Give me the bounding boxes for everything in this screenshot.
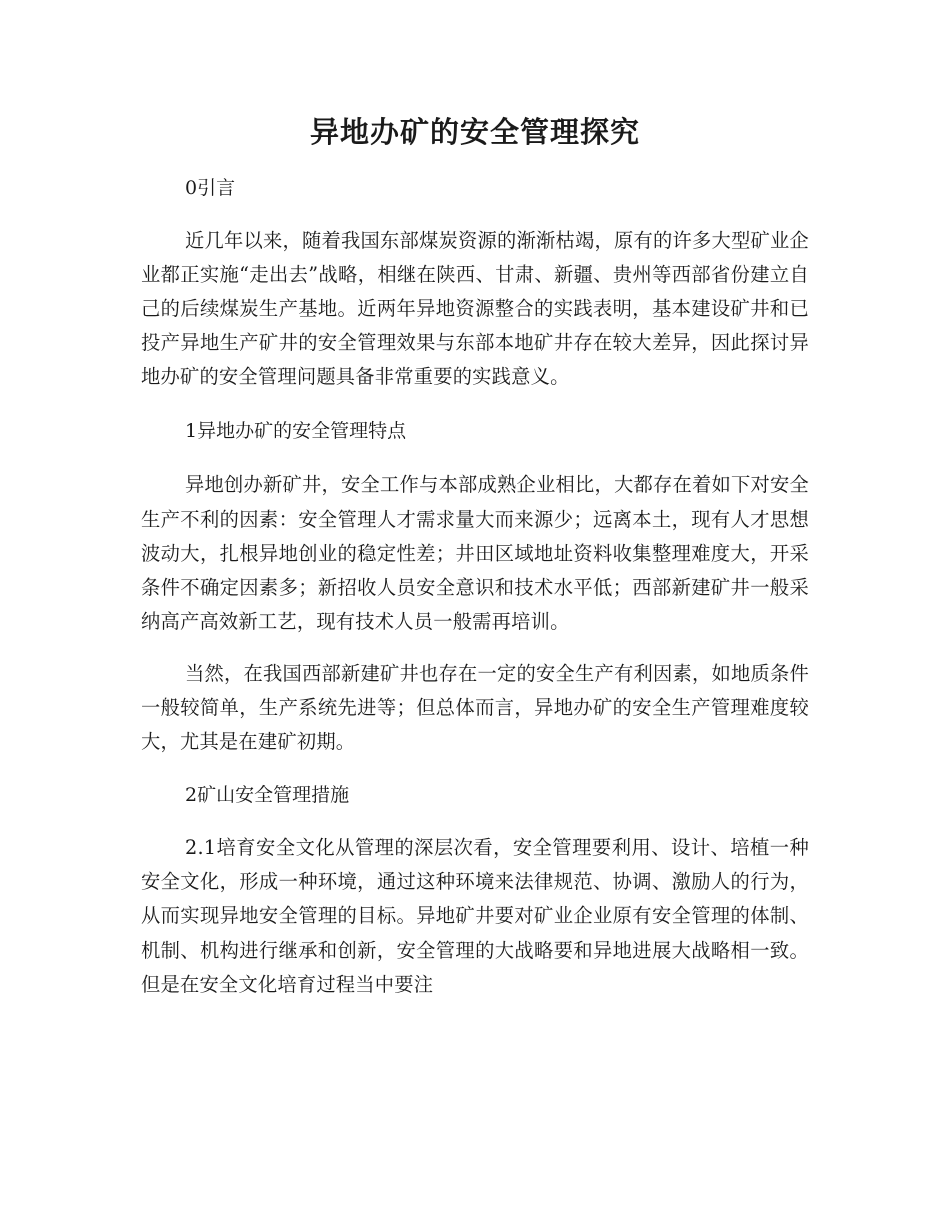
document-body xyxy=(141,110,809,1002)
section-heading-safety-measures: 2矿山安全管理措施 xyxy=(185,784,350,807)
paragraph-favorable-factors: 当然，在我国西部新建矿井也存在一定的安全生产有利因素，如地质条件一般较简单，生产系统先进等；但总体而言，异地办矿的安全生产管理难度较大，尤其是在建矿初期。 xyxy=(141,661,809,754)
paragraph-introduction: 近几年以来，随着我国东部煤炭资源的渐渐枯竭，原有的许多大型矿业企业都正实施“走出去”战略，相继在陕西、甘肃、新疆、贵州等西部省份建立自己的后续煤炭生产基地。近两年异地资源整合的实践表明，基本建设矿井和已投产异地生产矿井的安全管理效果与东部本地矿井存在较大差异，因此探讨异地办矿的安全管理问题具备非常重要的实践意义。 xyxy=(141,229,809,389)
section-heading-introduction: 0引言 xyxy=(185,177,236,199)
paragraph-safety-culture: 2.1培育安全文化从管理的深层次看，安全管理要利用、设计、培植一种安全文化，形成一种环境，通过这种环境来法律规范、协调、激励人的行为，从而实现异地安全管理的目标。异地矿井要对矿业企业原有安全管理的体制、机制、机构进行继承和创新，安全管理的大战略要和异地进展大战略相一致。但是在安全文化培育过程当中要注 xyxy=(141,836,809,996)
paragraph-unfavorable-factors: 异地创办新矿井，安全工作与本部成熟企业相比，大都存在着如下对安全生产不利的因素：安全管理人才需求量大而来源少；远离本土，现有人才思想波动大，扎根异地创业的稳定性差；井田区域地址资料收集整理难度大，开采条件不确定因素多；新招收人员安全意识和技术水平低；西部新建矿井一般采纳高产高效新工艺，现有技术人员一般需再培训。 xyxy=(141,473,809,633)
section-heading-safety-characteristics: 1异地办矿的安全管理特点 xyxy=(185,420,407,443)
document-title: 异地办矿的安全管理探究 xyxy=(309,115,640,149)
